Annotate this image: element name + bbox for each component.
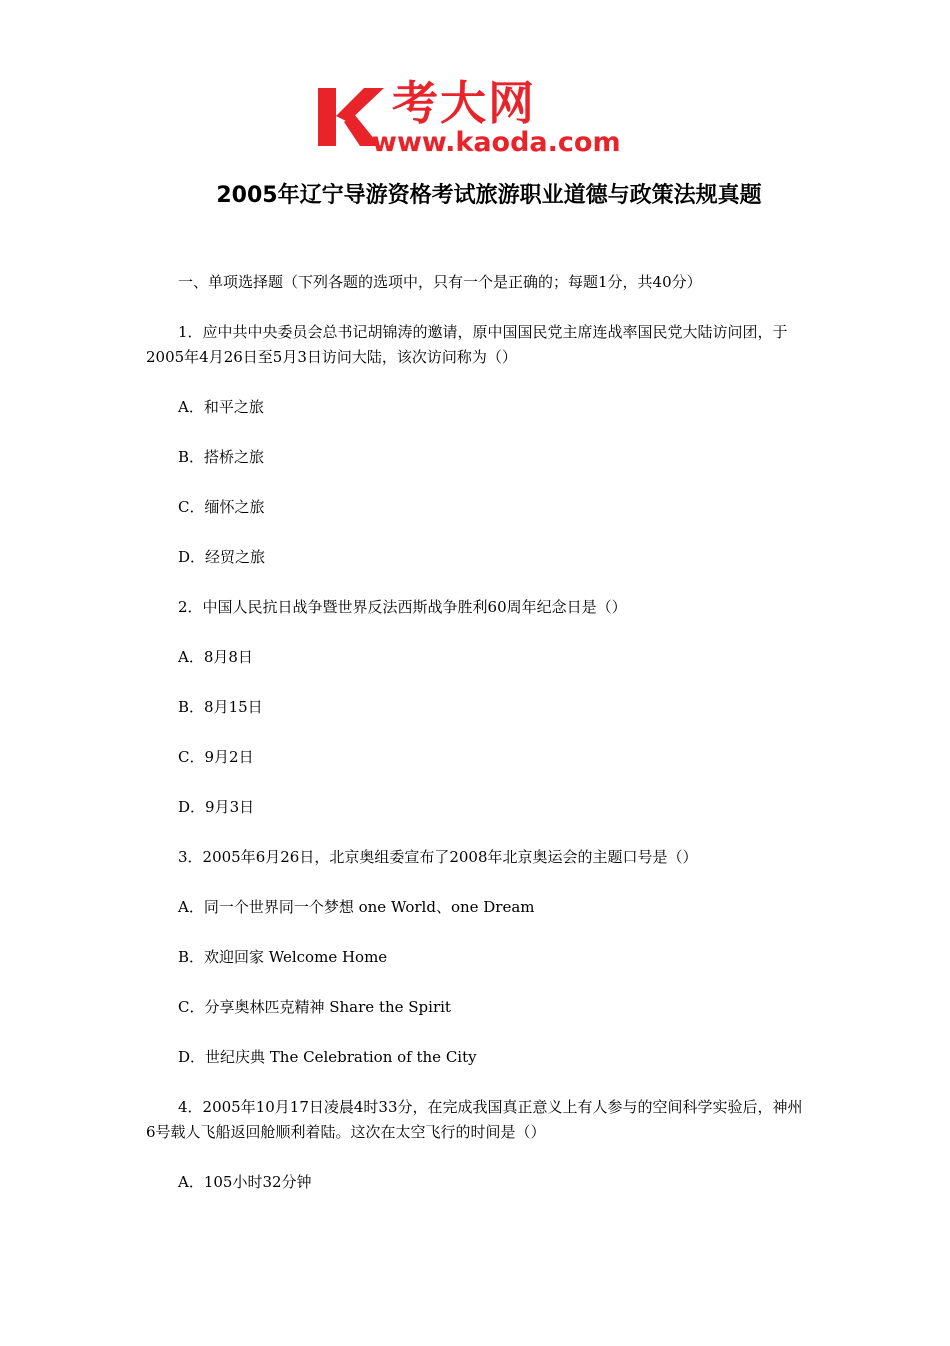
answer-option: D．9月3日 (178, 798, 255, 816)
answer-option: B．搭桥之旅 (178, 448, 265, 466)
question-stem: 2．中国人民抗日战争暨世界反法西斯战争胜利60周年纪念日是（） (178, 598, 627, 616)
answer-option: A．同一个世界同一个梦想 one World、one Dream (178, 898, 535, 916)
answer-option: A．和平之旅 (178, 398, 264, 416)
logo-chinese-name: 考大网 (392, 76, 536, 130)
answer-option: A．105小时32分钟 (178, 1173, 312, 1191)
question-stem: 1．应中共中央委员会总书记胡锦涛的邀请，原中国国民党主席连战率国民党大陆访问团，于2005年4月26日至5月3日访问大陆，该次访问称为（） (146, 323, 788, 366)
question-stem: 3．2005年6月26日，北京奥组委宣布了2008年北京奥运会的主题口号是（） (178, 848, 698, 866)
question-stem: 4．2005年10月17日凌晨4时33分，在完成我国真正意义上有人参与的空间科学实验后，神州6号载人飞船返回舱顺利着陆。这次在太空飞行的时间是（） (146, 1098, 803, 1141)
answer-option: A．8月8日 (178, 648, 253, 666)
answer-option: B．8月15日 (178, 698, 263, 716)
section-heading: 一、单项选择题（下列各题的选项中，只有一个是正确的；每题1分，共40分） (178, 273, 702, 291)
kaoda-logo[interactable] (318, 78, 638, 160)
document-body (146, 270, 810, 1220)
answer-option: D．经贸之旅 (178, 548, 266, 566)
answer-option: D．世纪庆典 The Celebration of the City (178, 1048, 477, 1066)
answer-option: C．缅怀之旅 (178, 498, 265, 516)
answer-option: B．欢迎回家 Welcome Home (178, 948, 388, 966)
document-title: 2005年辽宁导游资格考试旅游职业道德与政策法规真题 (216, 183, 762, 208)
logo-url: www.kaoda.com (372, 127, 621, 158)
answer-option: C．9月2日 (178, 748, 254, 766)
answer-option: C．分享奥林匹克精神 Share the Spirit (178, 998, 451, 1016)
